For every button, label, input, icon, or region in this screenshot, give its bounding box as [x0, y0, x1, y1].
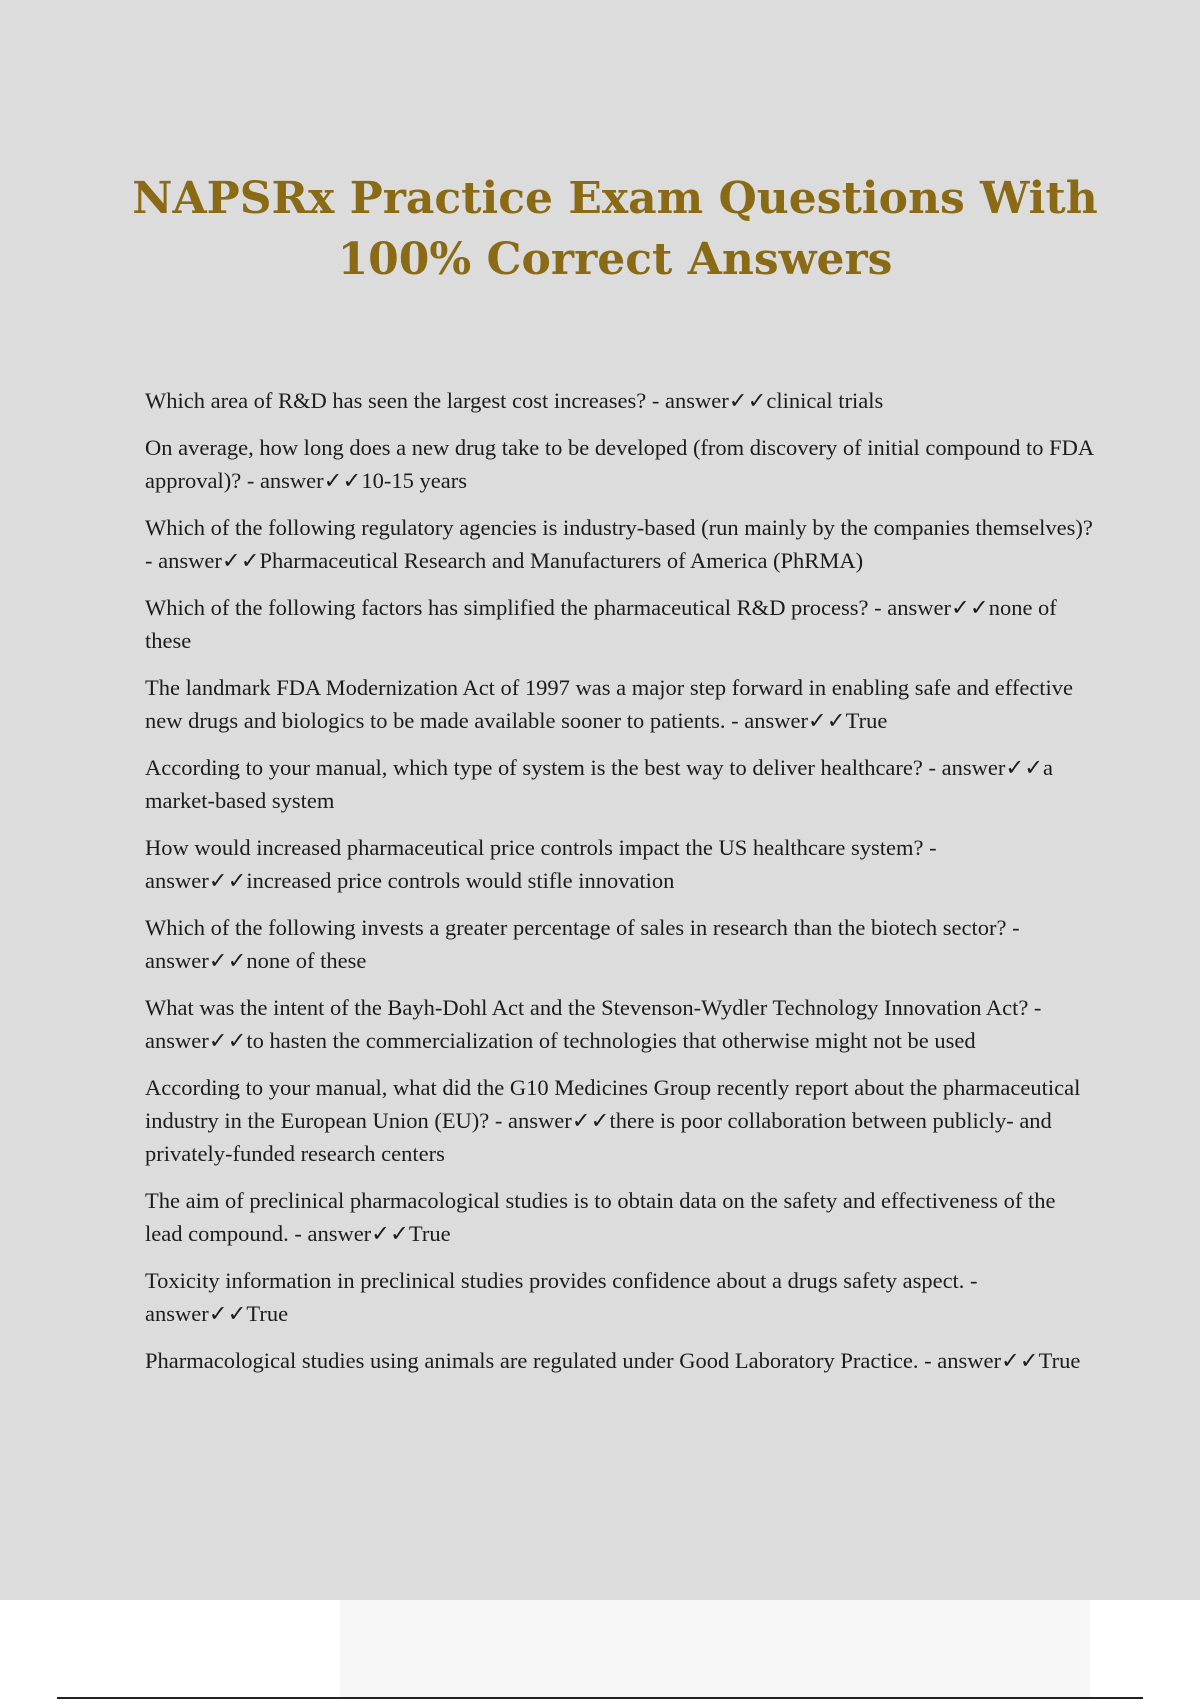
footer-divider: [57, 1697, 1143, 1699]
question-answer-item: Which of the following invests a greater percentage of sales in research than the biotech sector? - answer✓✓none of these: [145, 915, 1020, 973]
document-title: NAPSRx Practice Exam Questions With 100% Correct Answers: [132, 173, 1098, 285]
question-answer-item: According to your manual, which type of system is the best way to deliver healthcare? - answer✓✓a market-based system: [145, 755, 1054, 813]
question-answer-item: What was the intent of the Bayh-Dohl Act and the Stevenson-Wydler Technology Innovation Act? - answer✓✓to hasten the commercialization of technologies that otherwise might not be used: [145, 995, 1042, 1053]
footer-light-panel: [340, 1600, 1090, 1698]
question-answer-item: The aim of preclinical pharmacological studies is to obtain data on the safety and effectiveness of the lead compound. - answer✓✓True: [145, 1188, 1056, 1246]
question-answer-item: Which of the following regulatory agencies is industry-based (run mainly by the companies themselves)? - answer✓✓Pharmaceutical Research and Manufacturers of America (PhRMA): [145, 515, 1093, 573]
question-answer-item: How would increased pharmaceutical price controls impact the US healthcare system? - answer✓✓increased price controls would stifle innovation: [145, 835, 937, 893]
page-footer-area: [0, 1600, 1200, 1700]
question-answer-item: Which of the following factors has simplified the pharmaceutical R&D process? - answer✓✓none of these: [145, 595, 1057, 653]
question-answer-item: Which area of R&D has seen the largest cost increases? - answer✓✓clinical trials: [145, 388, 884, 413]
question-answer-item: On average, how long does a new drug take to be developed (from discovery of initial compound to FDA approval)? - answer✓✓10-15 years: [145, 435, 1093, 493]
question-answer-item: Pharmacological studies using animals are regulated under Good Laboratory Practice. - answer✓✓True: [145, 1348, 1081, 1373]
question-answer-item: Toxicity information in preclinical studies provides confidence about a drugs safety aspect. - answer✓✓True: [145, 1268, 978, 1326]
question-answer-item: The landmark FDA Modernization Act of 1997 was a major step forward in enabling safe and effective new drugs and biologics to be made available sooner to patients. - answer✓✓True: [145, 675, 1074, 733]
question-answer-list: [145, 384, 1095, 1391]
question-answer-item: According to your manual, what did the G10 Medicines Group recently report about the pharmaceutical industry in the European Union (EU)? - answer✓✓there is poor collaboration between publicly- and privately-funded research centers: [145, 1075, 1081, 1166]
